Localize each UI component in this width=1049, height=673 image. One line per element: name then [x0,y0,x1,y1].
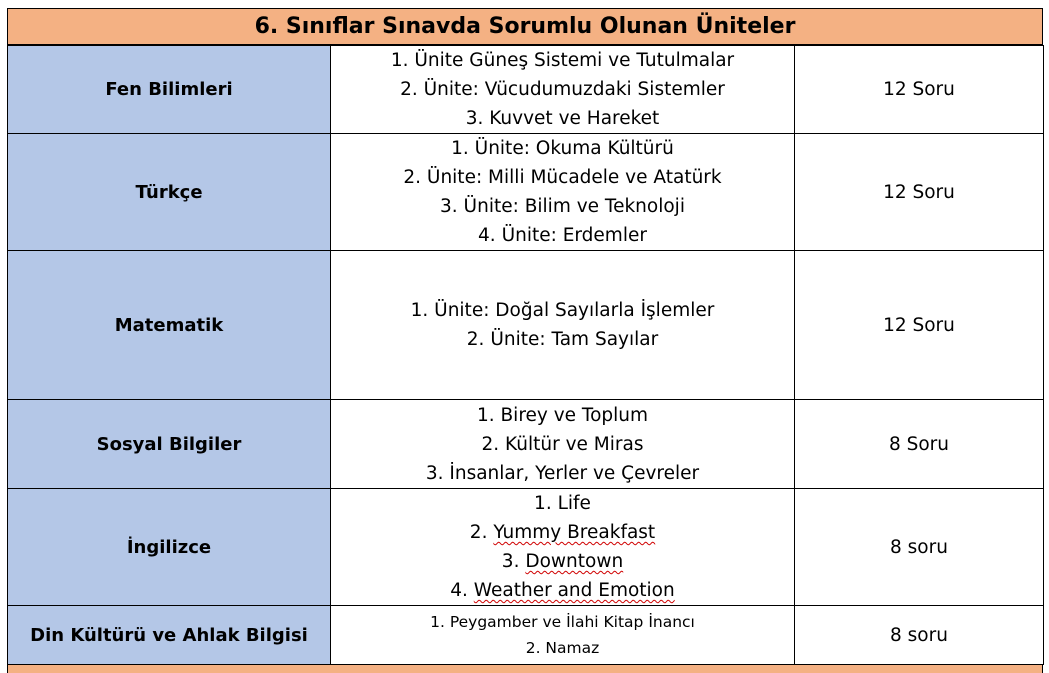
units-cell [331,400,795,489]
question-count-cell: 12 Soru [795,134,1044,251]
unit-line [331,518,794,547]
table-row-ingilizce [8,489,1044,606]
question-count-cell: 8 soru [795,489,1044,606]
unit-line: 1. Birey ve Toplum [476,404,649,426]
units-cell [331,489,795,606]
subject-cell: İngilizce [8,489,331,606]
page-title: 6. Sınıflar Sınavda Sorumlu Olunan Üniteler [254,14,796,39]
unit-line: 4. Ünite: Erdemler [478,225,647,246]
units-table [7,45,1044,665]
unit-line: 3. Ünite: Bilim ve Teknoloji [440,196,685,217]
units-cell [331,251,795,400]
unit-line: 2. Ünite: Vücudumuzdaki Sistemler [400,79,725,100]
unit-name-spellcheck: Yummy Breakfast [493,522,656,543]
question-count-cell: 12 Soru [795,46,1044,134]
unit-name-spellcheck: Weather and Emotion [473,580,675,601]
unit-line [331,547,794,576]
unit-name-spellcheck: Downtown [525,551,624,572]
unit-line: 1. Ünite: Doğal Sayılarla İşlemler [410,300,715,321]
question-count-cell: 8 soru [795,606,1044,665]
table-row-sosyal [8,400,1044,489]
unit-line: 2. Ünite: Tam Sayılar [466,329,659,350]
unit-number: 2. [469,522,494,543]
unit-line: 1. Ünite: Okuma Kültürü [451,138,674,159]
unit-line: 2. Ünite: Milli Mücadele ve Atatürk [403,167,722,188]
unit-line: 1. Ünite Güneş Sistemi ve Tutulmalar [390,50,735,71]
units-cell [331,606,795,665]
question-count-cell: 12 Soru [795,251,1044,400]
table-title-bar [7,8,1043,45]
unit-line [331,489,794,518]
subject-cell: Din Kültürü ve Ahlak Bilgisi [8,606,331,665]
unit-line: 1. Peygamber ve İlahi Kitap İnancı [430,613,695,631]
table-row-turkce [8,134,1044,251]
subject-cell: Sosyal Bilgiler [8,400,331,489]
unit-line [331,576,794,605]
unit-line: 2. Namaz [525,639,600,657]
table-row-matematik [8,251,1044,400]
unit-name: Life [557,493,591,514]
units-cell [331,46,795,134]
next-table-header-strip [7,665,1043,673]
unit-line: 3. İnsanlar, Yerler ve Çevreler [425,462,700,484]
unit-line: 3. Kuvvet ve Hareket [465,108,660,129]
table-row-fen [8,46,1044,134]
subject-cell: Matematik [8,251,331,400]
document-sheet [7,8,1043,673]
unit-number: 1. [534,493,558,514]
unit-number: 3. [501,551,526,572]
unit-line: 2. Kültür ve Miras [481,433,644,455]
units-cell [331,134,795,251]
table-row-din [8,606,1044,665]
subject-cell: Fen Bilimleri [8,46,331,134]
subject-cell: Türkçe [8,134,331,251]
unit-number: 4. [450,580,474,601]
question-count-cell: 8 Soru [795,400,1044,489]
